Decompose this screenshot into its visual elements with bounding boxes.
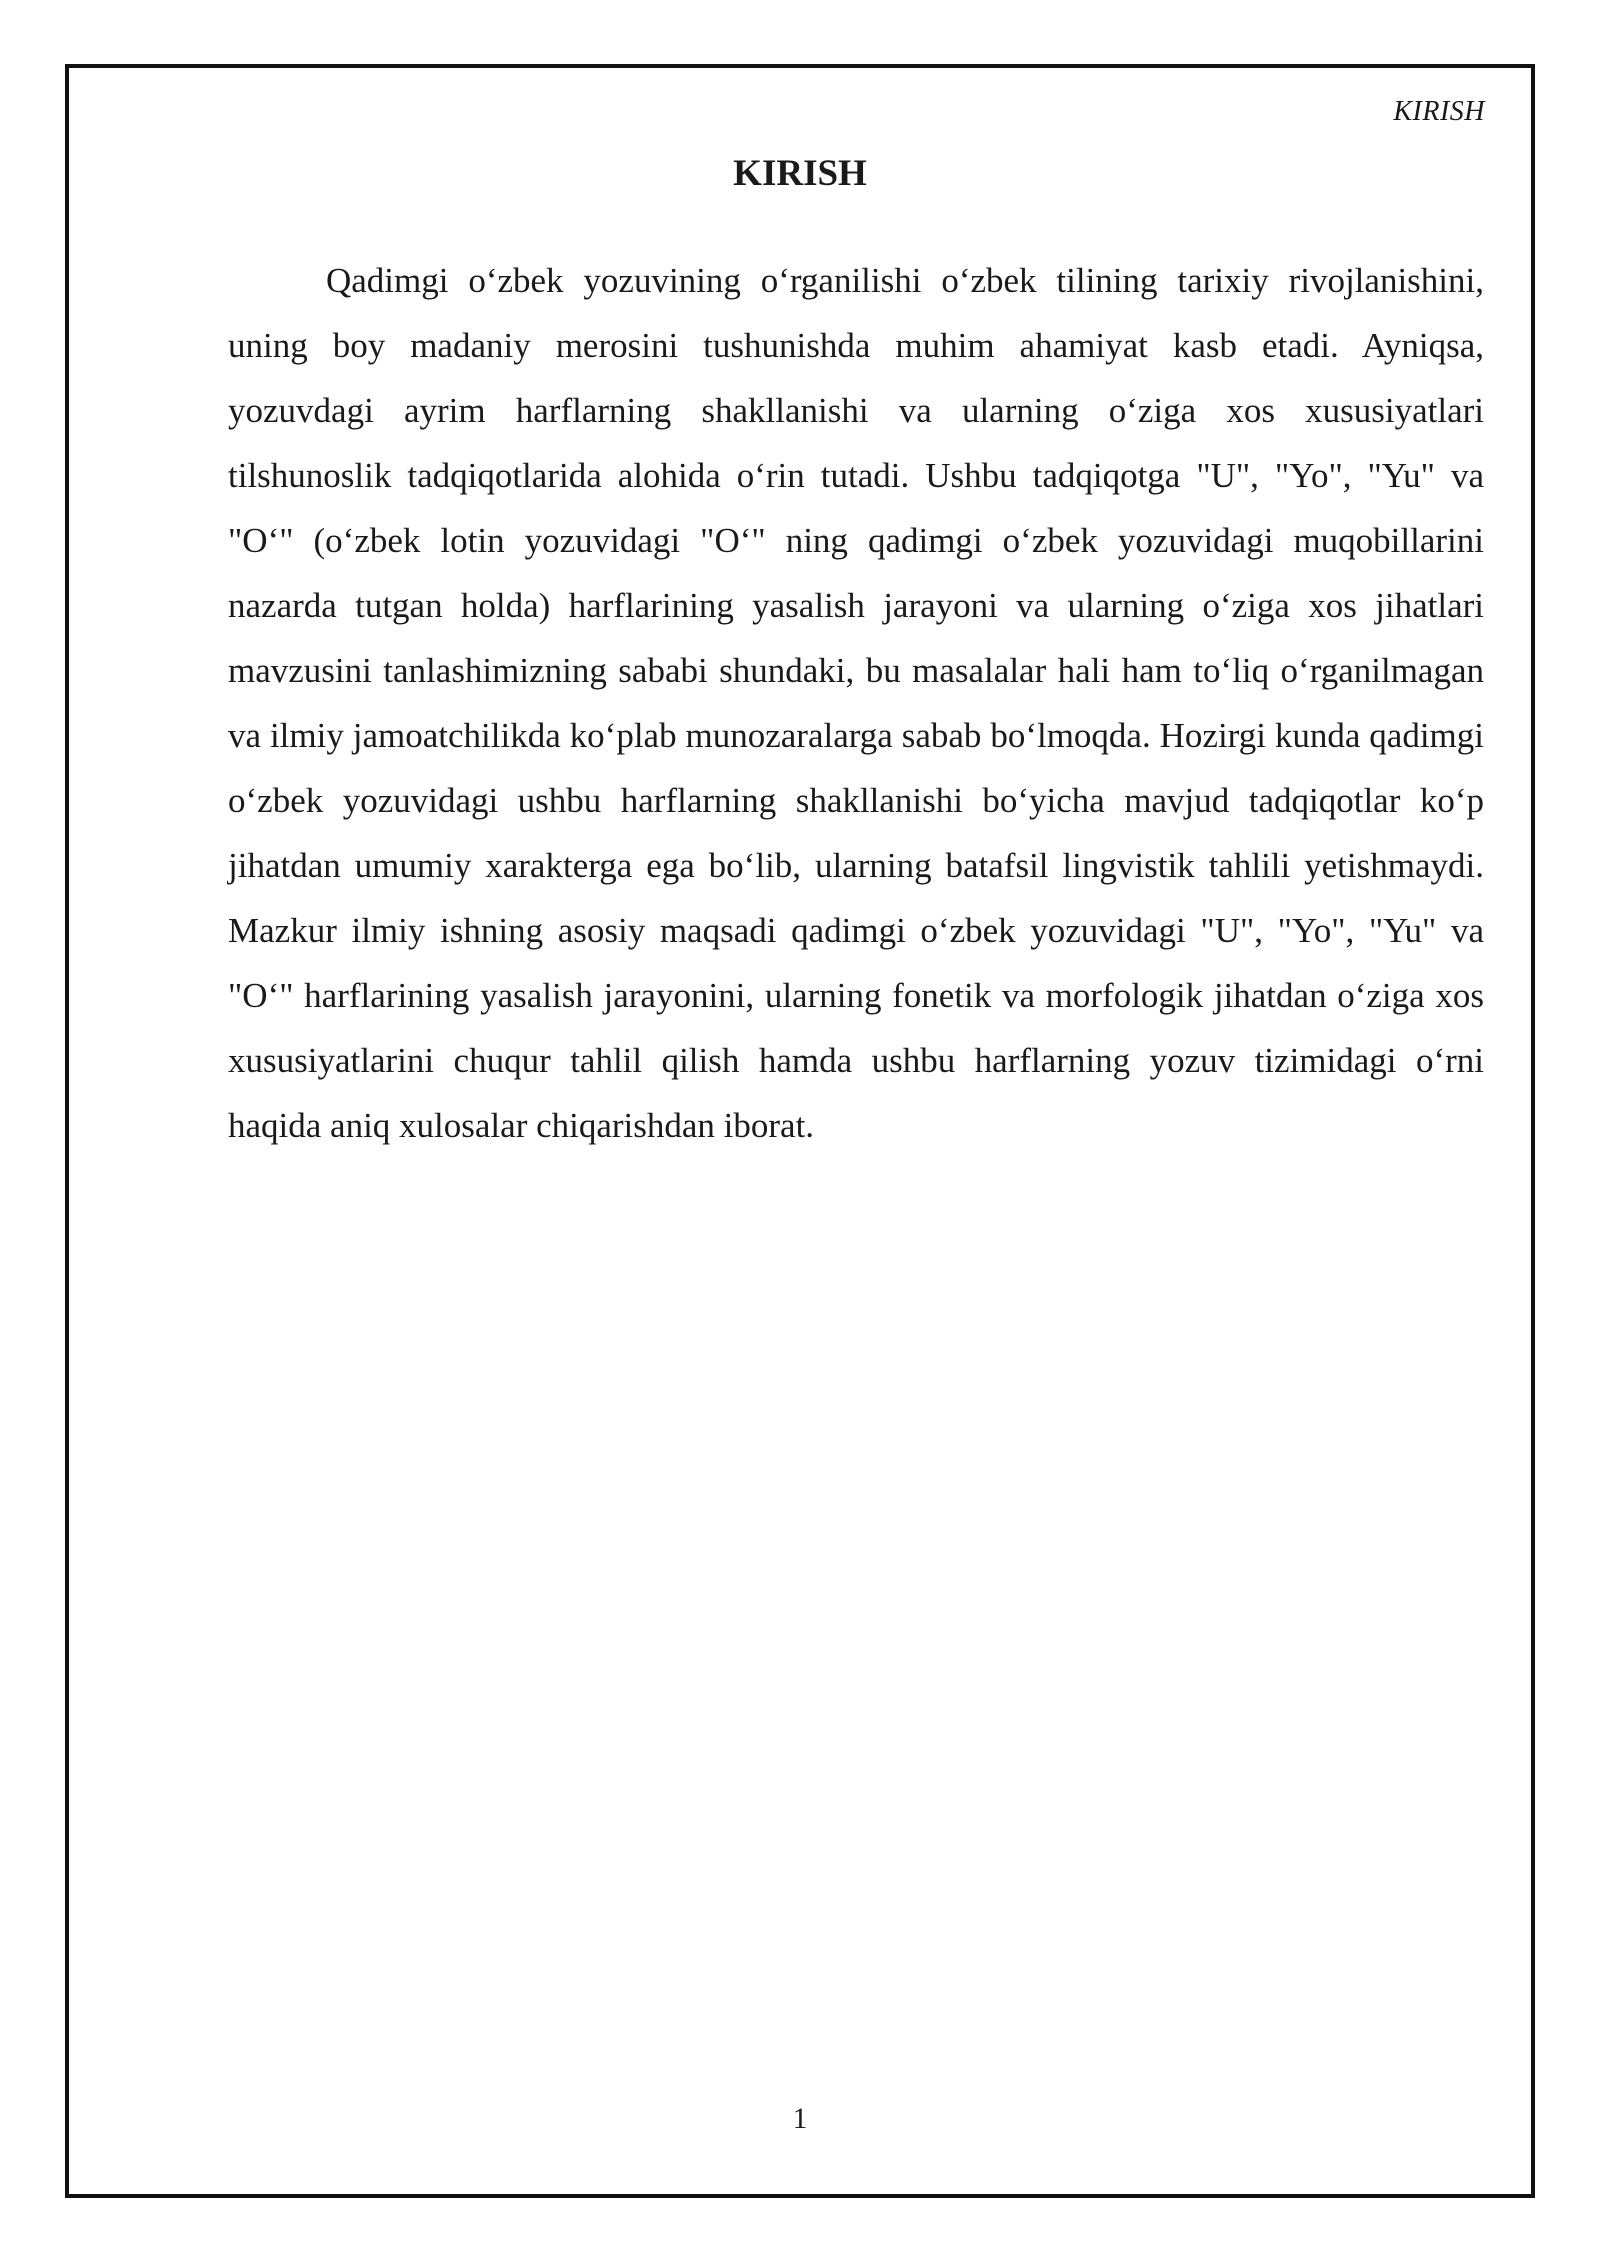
page-number: 1: [792, 2102, 808, 2135]
running-header: KIRISH: [1393, 96, 1485, 127]
body-paragraph: [228, 248, 1484, 1158]
paragraph-text: Qadimgi o‘zbek yozuvining o‘rganilishi o‘zbek tilining tarixiy rivojlanishini, uning boy madaniy merosini tushunishda muhim ahamiyat kasb etadi. Ayniqsa, yozuvdagi ayrim harflarning shakllanishi va ularning o‘ziga xos xususiyatlari tilshunoslik tadqiqotlarida alohida o‘rin tutadi. Ushbu tadqiqotga "U", "Yo", "Yu" va "O‘" (o‘zbek lotin yozuvidagi "O‘" ning qadimgi o‘zbek yozuvidagi muqobillarini nazarda tutgan holda) harflarining yasalish jarayoni va ularning o‘ziga xos jihatlari mavzusini tanlashimizning sababi shundaki, bu masalalar hali ham to‘liq o‘rganilmagan va ilmiy jamoatchilikda ko‘plab munozaralarga sabab bo‘lmoqda. Hozirgi kunda qadimgi o‘zbek yozuvidagi ushbu harflarning shakllanishi bo‘yicha mavjud tadqiqotlar ko‘p jihatdan umumiy xarakterga ega bo‘lib, ularning batafsil lingvistik tahlili yetishmaydi. Mazkur ilmiy ishning asosiy maqsadi qadimgi o‘zbek yozuvidagi "U", "Yo", "Yu" va "O‘" harflarining yasalish jarayonini, ularning fonetik va morfologik jihatdan o‘ziga xos xususiyatlarini chuqur tahlil qilish hamda ushbu harflarning yozuv tizimidagi o‘rni haqida aniq xulosalar chiqarishdan iborat.: [228, 261, 1484, 1145]
page-title: KIRISH: [733, 153, 867, 194]
